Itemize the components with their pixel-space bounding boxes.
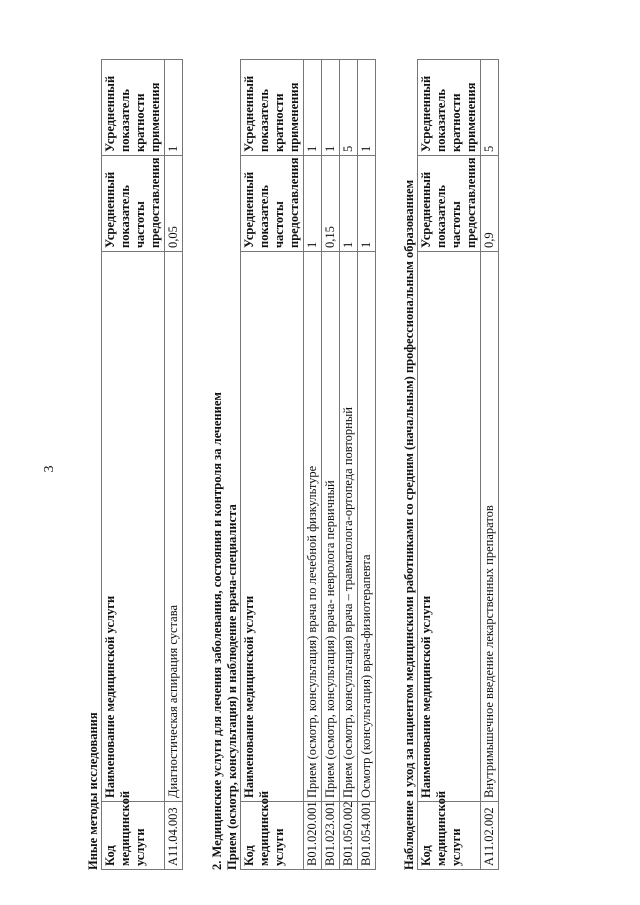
section-title: Наблюдение и уход за пациентом медицинскими работниками со средним (начальным) профессиональным образованием: [402, 179, 416, 870]
services-table: [101, 59, 183, 870]
cell-code: B01.023.001: [322, 802, 340, 870]
header-name: Наименование медицинской услуги: [241, 252, 304, 802]
header-multiplicity: Усредненный показатель кратности применения: [418, 60, 481, 156]
cell-frequency: 0,05: [165, 156, 183, 252]
header-multiplicity: Усредненный показатель кратности применения: [102, 60, 165, 156]
services-table: [417, 59, 499, 870]
table-header-row: [102, 60, 165, 870]
section-nursing-care: [402, 60, 499, 870]
header-name: Наименование медицинской услуги: [418, 252, 481, 802]
page-number: 3: [42, 465, 57, 473]
table-row: [358, 60, 376, 870]
table-row: [165, 60, 183, 870]
cell-multiplicity: 1: [304, 60, 322, 156]
cell-frequency: 0,9: [481, 156, 499, 252]
section-treatment-services: [210, 60, 376, 870]
cell-code: B01.050.002: [340, 802, 358, 870]
cell-code: B01.054.001: [358, 802, 376, 870]
cell-multiplicity: 1: [165, 60, 183, 156]
section-other-methods: [86, 60, 183, 870]
header-frequency: Усредненный показатель частоты предоставления: [418, 156, 481, 252]
table-header-row: [418, 60, 481, 870]
cell-multiplicity: 1: [322, 60, 340, 156]
rotated-page-content: [80, 60, 550, 870]
table-row: [322, 60, 340, 870]
cell-name: Прием (осмотр, консультация) врача – травматолога-ортопеда повторный: [340, 252, 358, 802]
header-frequency: Усредненный показатель частоты предоставления: [102, 156, 165, 252]
cell-frequency: 1: [358, 156, 376, 252]
cell-name: Прием (осмотр, консультация) врача по лечебной физкультуре: [304, 252, 322, 802]
cell-name: Диагностическая аспирация сустава: [165, 252, 183, 802]
cell-name: Прием (осмотр, консультация) врача- невролога первичный: [322, 252, 340, 802]
cell-code: A11.04.003: [165, 802, 183, 870]
table-row: [340, 60, 358, 870]
header-code: Код медицинской услуги: [418, 802, 481, 870]
table-header-row: [241, 60, 304, 870]
cell-name: Внутримышечное введение лекарственных препаратов: [481, 252, 499, 802]
cell-frequency: 1: [304, 156, 322, 252]
section-title: 2. Медицинские услуги для лечения заболевания, состояния и контроля за лечением: [210, 392, 224, 870]
section-title: Иные методы исследования: [86, 712, 100, 870]
cell-code: A11.02.002: [481, 802, 499, 870]
header-code: Код медицинской услуги: [241, 802, 304, 870]
header-multiplicity: Усредненный показатель кратности применения: [241, 60, 304, 156]
cell-frequency: 0,15: [322, 156, 340, 252]
table-row: [304, 60, 322, 870]
header-code: Код медицинской услуги: [102, 802, 165, 870]
table-row: [481, 60, 499, 870]
section-subtitle: Прием (осмотр, консультация) и наблюдение врача-специалиста: [225, 504, 239, 870]
cell-multiplicity: 1: [358, 60, 376, 156]
services-table: [240, 59, 376, 870]
cell-multiplicity: 5: [481, 60, 499, 156]
cell-code: B01.020.001: [304, 802, 322, 870]
header-frequency: Усредненный показатель частоты предоставления: [241, 156, 304, 252]
header-name: Наименование медицинской услуги: [102, 252, 165, 802]
cell-multiplicity: 5: [340, 60, 358, 156]
cell-name: Осмотр (консультация) врача-физиотерапевта: [358, 252, 376, 802]
cell-frequency: 1: [340, 156, 358, 252]
